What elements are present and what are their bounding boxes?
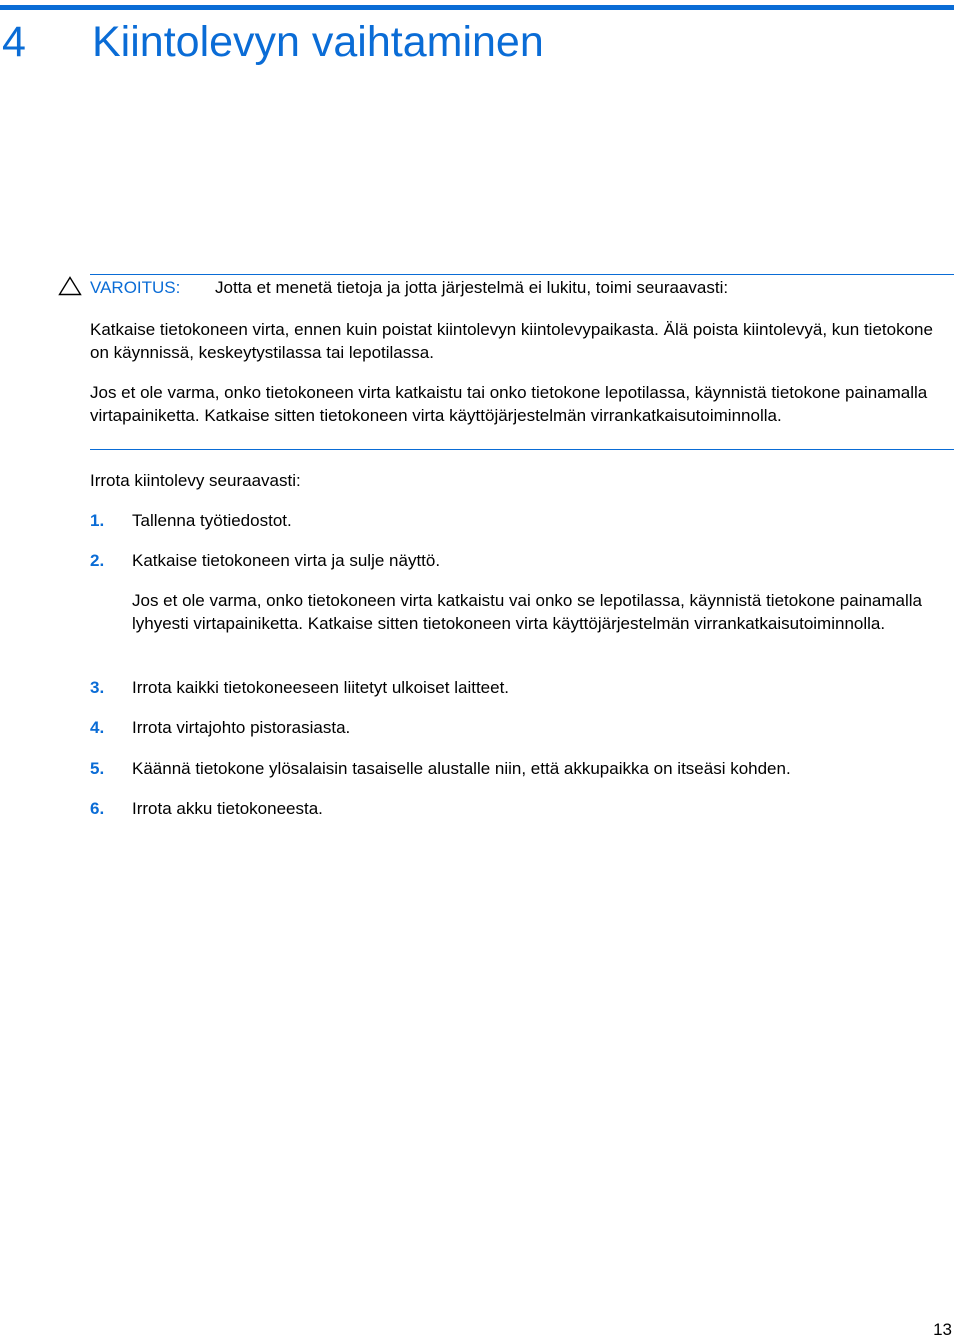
step-number: 4.: [90, 718, 105, 737]
step-number: 5.: [90, 759, 105, 778]
chapter-top-rule: [0, 5, 954, 10]
warning-bottom-rule: [90, 449, 954, 450]
step-note: Jos et ole varma, onko tietokoneen virta katkaistu vai onko se lepotilassa, käynnistä tietokone painamalla lyhyesti virtapainiketta. Katkaise sitten tietokoneen virta käyttöjärjestelmän virrankatkaisutoiminnolla.: [132, 591, 923, 633]
warning-triangle-icon: [58, 276, 82, 296]
step-text: Tallenna työtiedostot.: [132, 511, 292, 530]
chapter-number: 4: [2, 18, 26, 66]
step-text: Käännä tietokone ylösalaisin tasaiselle alustalle niin, että akkupaikka on itseäsi kohden.: [132, 759, 791, 778]
step-text: Irrota virtajohto pistorasiasta.: [132, 718, 351, 737]
step-text: Katkaise tietokoneen virta ja sulje näyttö.: [132, 551, 441, 570]
page-number: 13: [933, 1320, 952, 1339]
step-text: Irrota kaikki tietokoneeseen liitetyt ulkoiset laitteet.: [132, 678, 510, 697]
step-number: 6.: [90, 799, 105, 818]
step-number: 2.: [90, 551, 105, 570]
chapter-heading: [0, 14, 544, 70]
chapter-title: Kiintolevyn vaihtaminen: [92, 18, 544, 66]
intro-text: Irrota kiintolevy seuraavasti:: [90, 471, 301, 490]
warning-paragraph-1: Katkaise tietokoneen virta, ennen kuin poistat kiintolevyn kiintolevypaikasta. Älä poista kiintolevyä, kun tietokone on käynnissä, keskeytystilassa tai lepotilassa.: [90, 320, 933, 362]
warning-label: VAROITUS:: [90, 278, 181, 297]
warning-paragraph-2: Jos et ole varma, onko tietokoneen virta katkaistu tai onko tietokone lepotilassa, käynnistä tietokone painamalla virtapainiketta. Katkaise sitten tietokoneen virta käyttöjärjestelmän virrankatkaisutoiminnolla.: [90, 383, 928, 425]
step-number: 3.: [90, 678, 105, 697]
warning-top-rule: [90, 274, 954, 275]
step-number: 1.: [90, 511, 105, 530]
step-text: Irrota akku tietokoneesta.: [132, 799, 323, 818]
warning-text: Jotta et menetä tietoja ja jotta järjestelmä ei lukitu, toimi seuraavasti:: [215, 278, 729, 297]
